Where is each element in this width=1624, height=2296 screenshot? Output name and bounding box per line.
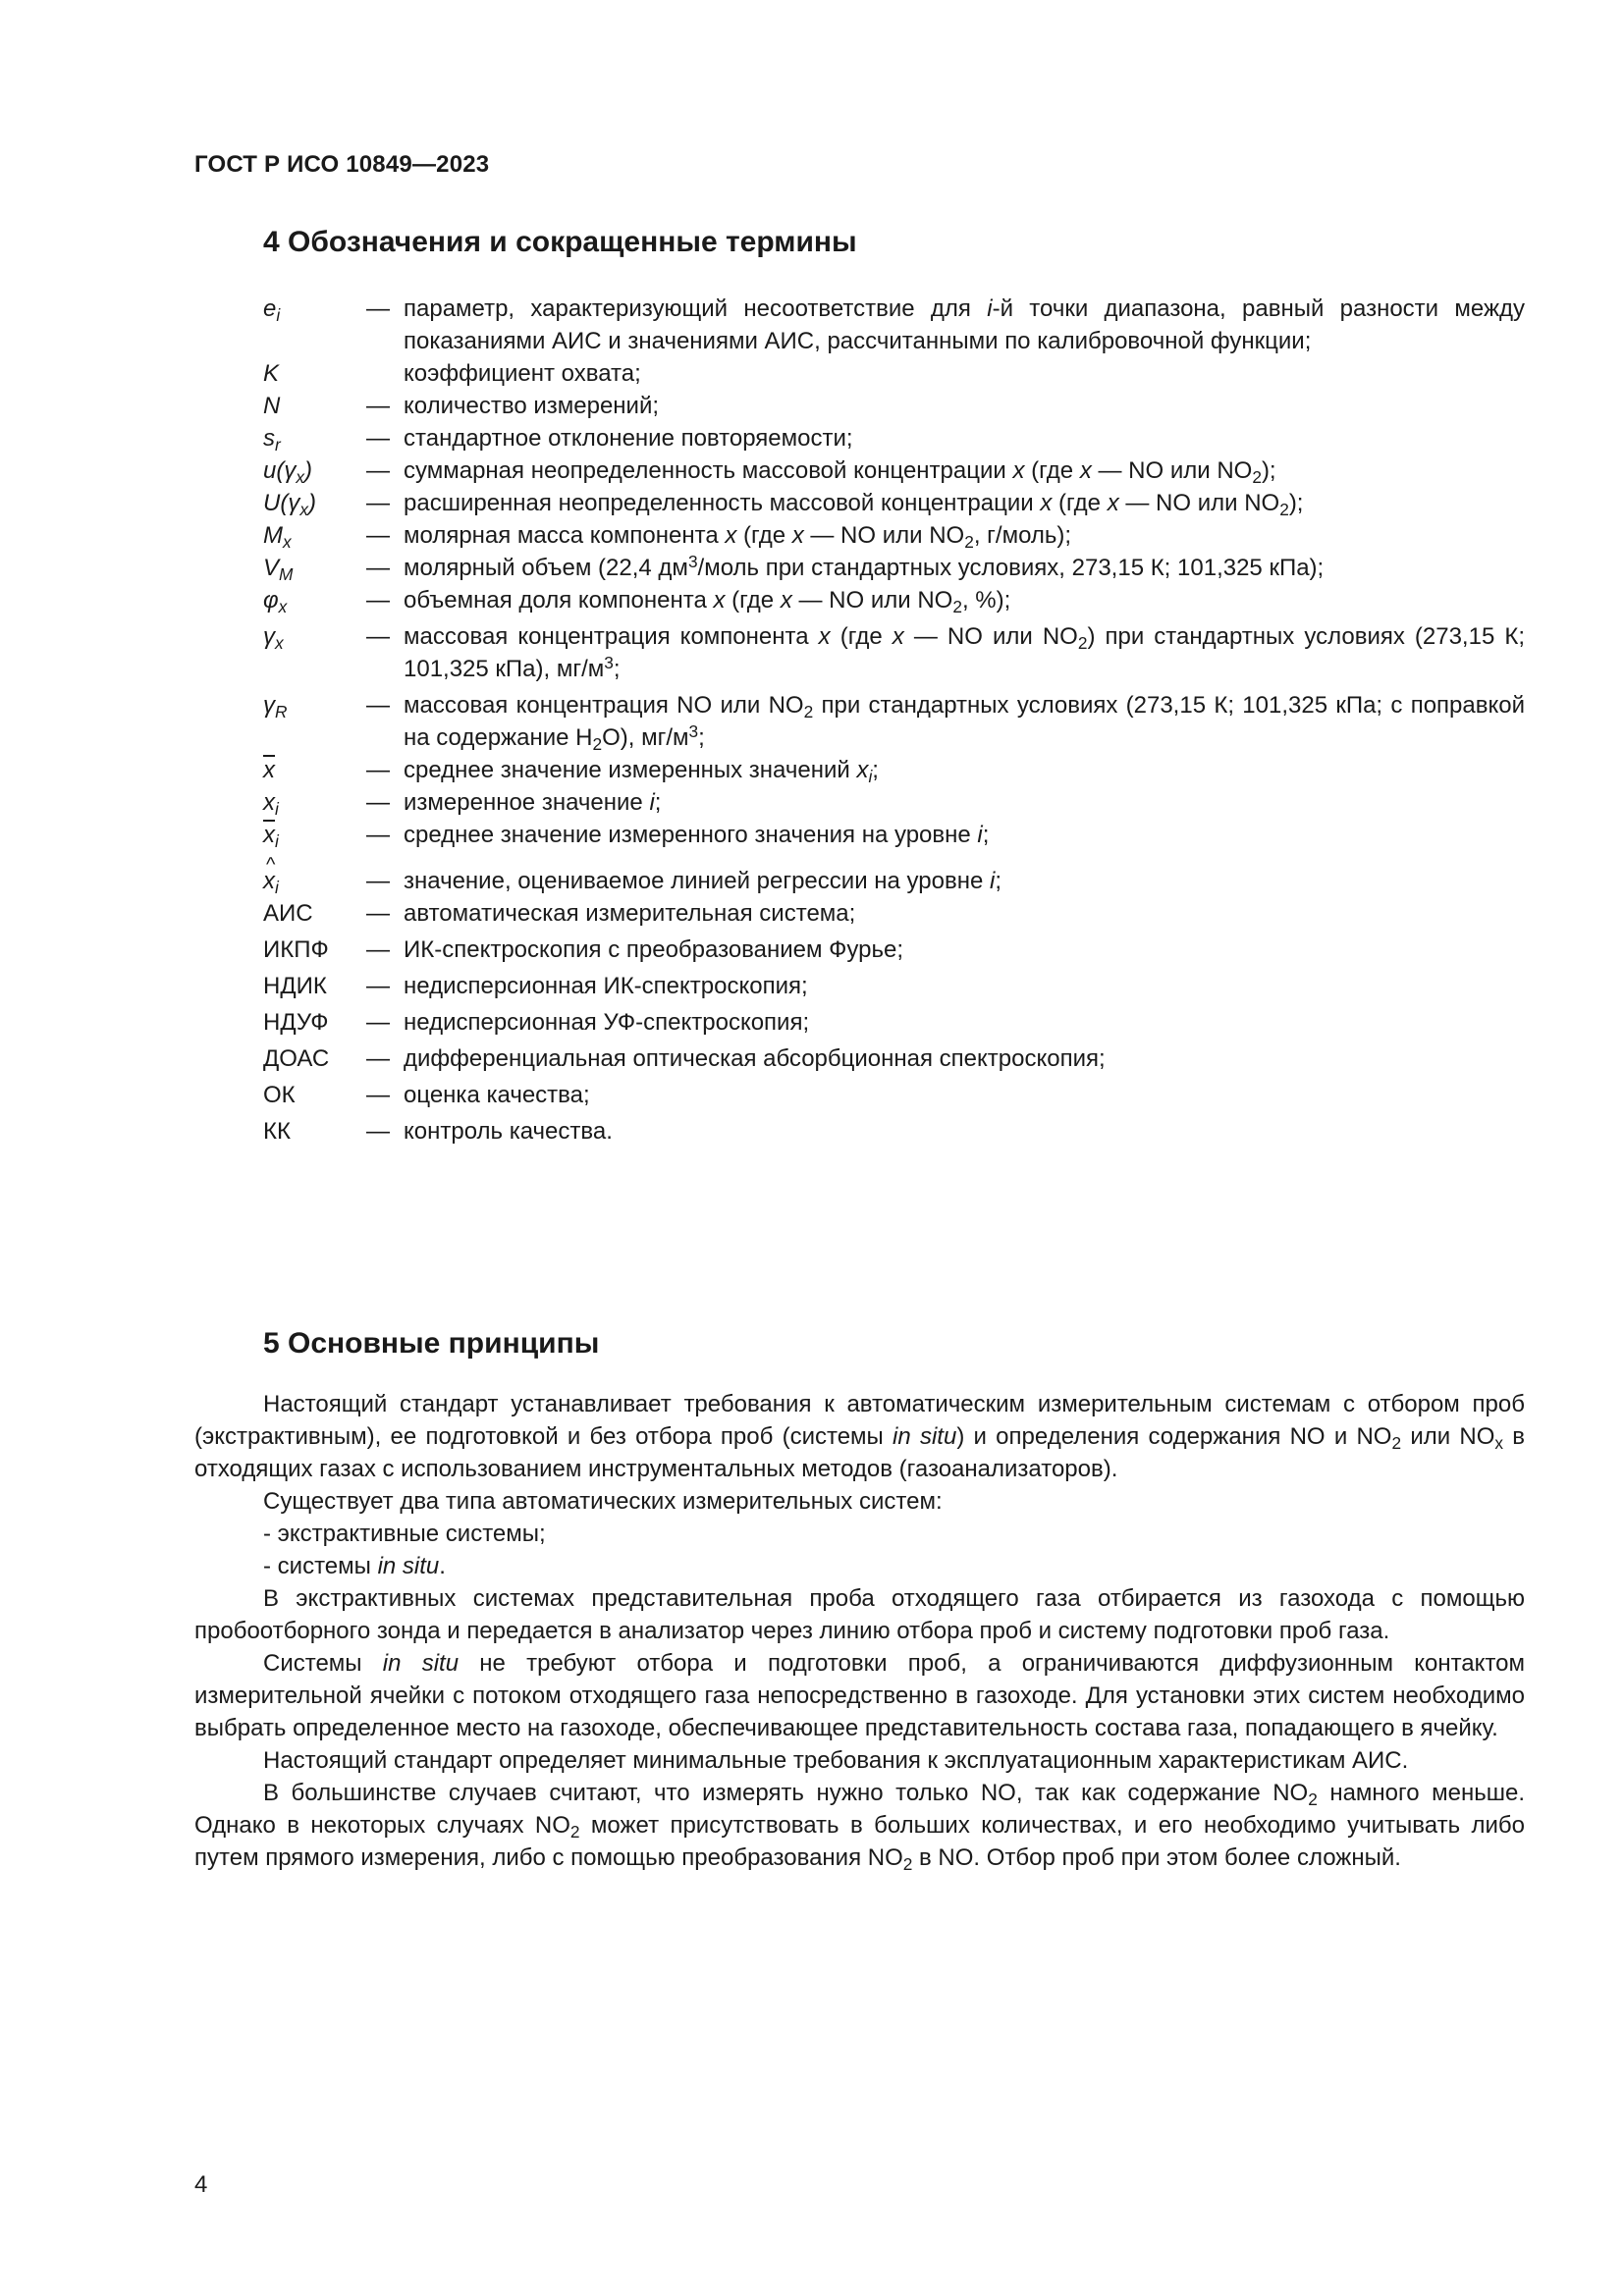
definition-text: массовая концентрация компонента x (где x — NO или $NO_2$) при стандартных условиях (273,15 К; 101,325 кПа), $мг/м^3$;	[404, 623, 1526, 682]
definition-dash: —	[366, 789, 390, 816]
definition-symbol: $e_i$	[263, 295, 281, 325]
section-5-body	[194, 1388, 1525, 1874]
definition-text: ИК-спектроскопия с преобразованием Фурье;	[404, 936, 904, 963]
definition-row	[263, 689, 1525, 754]
definition-symbol: $\overline{x}_i$	[263, 822, 279, 851]
definitions-list	[263, 293, 1525, 1148]
definition-dash: —	[366, 1045, 390, 1072]
definition-text: недисперсионная ИК-спектроскопия;	[404, 973, 808, 999]
definition-text: оценка качества;	[404, 1082, 590, 1108]
definition-dash: —	[366, 1118, 390, 1145]
definition-symbol: $\varphi_x$	[263, 587, 288, 616]
definition-symbol: ДОАС	[263, 1045, 330, 1072]
definition-text: массовая концентрация NO или $NO_2$ при стандартных условиях (273,15 К; 101,325 кПа; с поправкой на содержание $H_2O$), $мг/м^3$;	[404, 692, 1526, 754]
definition-symbol: ^ $x_i$	[263, 865, 366, 897]
definition-symbol: $\gamma_R$	[263, 692, 288, 721]
definition-row	[263, 819, 1525, 851]
definition-dash: —	[366, 425, 390, 452]
definition-dash: —	[366, 490, 390, 516]
definition-row	[263, 487, 1525, 519]
definition-dash: —	[366, 555, 390, 581]
definition-dash: —	[366, 822, 390, 848]
paragraph: В экстрактивных системах представительная проба отходящего газа отбирается из газохода с помощью пробоотборного зонда и передается в анализатор через линию отбора проб и систему подготовки проб газа.	[194, 1585, 1525, 1644]
definition-text: значение, оцениваемое линией регрессии на уровне i;	[404, 868, 1001, 894]
definition-text: автоматическая измерительная система;	[404, 900, 856, 927]
definition-symbol: $u(\gamma_x)$	[263, 457, 312, 487]
definition-row	[263, 1042, 1525, 1075]
definition-dash: —	[366, 623, 390, 650]
list-item: - системы in situ.	[263, 1553, 446, 1579]
definition-symbol: $\gamma_x$	[263, 623, 284, 653]
definition-symbol: K	[263, 360, 280, 387]
definition-row	[263, 754, 1525, 786]
definition-dash: —	[366, 1009, 390, 1036]
definition-row	[263, 620, 1525, 685]
definition-row	[263, 786, 1525, 819]
definition-dash: —	[366, 457, 390, 484]
section-5-title: 5 Основные принципы	[263, 1327, 600, 1360]
definition-symbol: АИС	[263, 900, 313, 927]
definition-row	[263, 552, 1525, 584]
definition-text: дифференциальная оптическая абсорбционная спектроскопия;	[404, 1045, 1106, 1072]
definition-symbol: $x_i$	[263, 789, 279, 819]
definition-text: расширенная неопределенность массовой концентрации x (где x — NO или $NO_2$);	[404, 490, 1304, 519]
definition-dash: —	[366, 393, 390, 419]
list-item: - экстрактивные системы;	[263, 1521, 546, 1547]
definition-row	[263, 1006, 1525, 1039]
definition-text: объемная доля компонента x (где x — NO или $NO_2$, %);	[404, 587, 1011, 616]
definition-row	[263, 584, 1525, 616]
definition-dash: —	[366, 1082, 390, 1108]
definition-symbol: ОК	[263, 1082, 296, 1108]
definition-dash: —	[366, 587, 390, 614]
definition-text: недисперсионная УФ-спектроскопия;	[404, 1009, 810, 1036]
paragraph: Системы in situ не требуют отбора и подготовки проб, а ограничиваются диффузионным контактом измерительной ячейки с потоком отходящего газа непосредственно в газоходе. Для установки этих систем необходимо выбрать определенное место на газоходе, обеспечивающее представительность состава газа, попадающего в ячейку.	[194, 1650, 1525, 1741]
definition-row	[263, 1079, 1525, 1111]
definition-symbol: $M_x$	[263, 522, 292, 552]
definition-row	[263, 865, 1525, 897]
page-number: 4	[194, 2171, 208, 2198]
definition-symbol: ИКПФ	[263, 936, 329, 963]
definition-dash: —	[366, 868, 390, 894]
definition-text: среднее значение измеренного значения на уровне i;	[404, 822, 990, 848]
definition-text: контроль качества.	[404, 1118, 613, 1145]
definition-dash: —	[366, 295, 390, 322]
definition-row	[263, 293, 1525, 357]
definition-symbol: $s_r$	[263, 425, 281, 454]
paragraph: Существует два типа автоматических измерительных систем:	[263, 1488, 943, 1515]
definition-symbol: $\overline{x}$	[263, 757, 275, 783]
definition-text: среднее значение измеренных значений $x_i$;	[404, 757, 879, 786]
paragraph: В большинстве случаев считают, что измерять нужно только NO, так как содержание $NO_2$ намного меньше. Однако в некоторых случаях $NO_2$ может присутствовать в больших количествах, и его необходимо учитывать либо путем прямого измерения, либо с помощью преобразования $NO_2$ в NO. Отбор проб при этом более сложный.	[194, 1780, 1525, 1874]
definition-dash: —	[366, 936, 390, 963]
paragraph: Настоящий стандарт устанавливает требования к автоматическим измерительным системам с отбором проб (экстрактивным), ее подготовкой и без отбора проб (системы in situ) и определения содержания NO и $NO_2$ или $NO_x$ в отходящих газах с использованием инструментальных методов (газоанализаторов).	[194, 1391, 1526, 1482]
definition-text: стандартное отклонение повторяемости;	[404, 425, 853, 452]
section-4-title: 4 Обозначения и сокращенные термины	[263, 226, 857, 258]
definition-dash: —	[366, 757, 390, 783]
document-header: ГОСТ Р ИСО 10849—2023	[194, 151, 490, 178]
definition-text: коэффициент охвата;	[404, 360, 641, 387]
definition-symbol: $U(\gamma_x)$	[263, 490, 316, 519]
definition-row	[263, 934, 1525, 966]
definition-row	[263, 897, 1525, 930]
paragraph: Настоящий стандарт определяет минимальные требования к эксплуатационным характеристикам АИС.	[263, 1747, 1409, 1774]
definition-dash: —	[366, 692, 390, 719]
definition-row	[263, 1115, 1525, 1148]
definition-text: суммарная неопределенность массовой концентрации x (где x — NO или $NO_2$);	[404, 457, 1276, 487]
definition-text: измеренное значение i;	[404, 789, 662, 816]
definition-row	[263, 454, 1525, 487]
definition-row	[263, 970, 1525, 1002]
definition-dash: —	[366, 522, 390, 549]
definition-text: параметр, характеризующий несоответствие для i-й точки диапазона, равный разности между показаниями АИС и значениями АИС, рассчитанными по калибровочной функции;	[404, 295, 1526, 354]
definition-symbol: КК	[263, 1118, 291, 1145]
definition-symbol: НДУФ	[263, 1009, 329, 1036]
definition-text: молярная масса компонента x (где x — NO или $NO_2$, г/моль);	[404, 522, 1072, 552]
definition-text: количество измерений;	[404, 393, 660, 419]
definition-dash	[366, 357, 404, 390]
definition-symbol: НДИК	[263, 973, 327, 999]
definition-dash: —	[366, 973, 390, 999]
definition-text: молярный объем (22,4 $дм^3$/моль при стандартных условиях, 273,15 К; 101,325 кПа);	[404, 552, 1325, 581]
definition-symbol: $V_M$	[263, 555, 294, 584]
definition-row	[263, 519, 1525, 552]
definition-dash: —	[366, 900, 390, 927]
definition-row	[263, 422, 1525, 454]
definition-symbol: N	[263, 393, 281, 419]
definition-row	[263, 390, 1525, 422]
definition-row	[263, 357, 1525, 390]
